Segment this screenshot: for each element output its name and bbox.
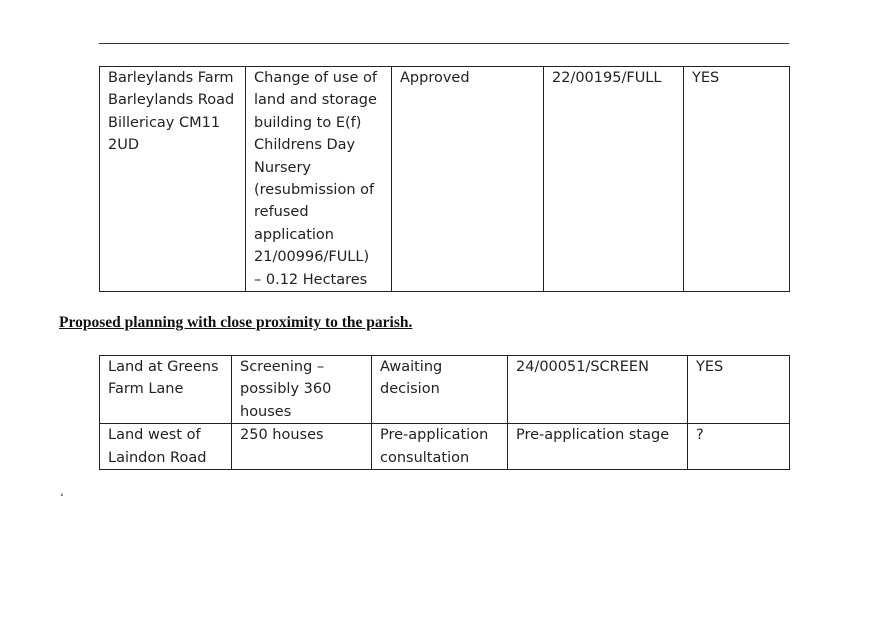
proposed-planning-table bbox=[99, 355, 790, 470]
flag-cell: YES bbox=[684, 67, 790, 292]
table-row bbox=[100, 67, 790, 292]
proposal-cell: Change of use of land and storage building to E(f) Childrens Day Nursery (resubmission of refused application 21/00996/FULL) – 0.12 Hectares bbox=[246, 67, 392, 292]
stray-quote-mark: ‘ bbox=[60, 490, 64, 504]
reference-cell: 24/00051/SCREEN bbox=[508, 356, 688, 424]
header-rule bbox=[99, 43, 789, 44]
section-heading: Proposed planning with close proximity to the parish. bbox=[59, 314, 413, 331]
proposal-cell: 250 houses bbox=[232, 424, 372, 470]
reference-cell: Pre-application stage bbox=[508, 424, 688, 470]
site-cell: Land at Greens Farm Lane bbox=[100, 356, 232, 424]
site-address-cell: Barleylands Farm Barleylands Road Billericay CM11 2UD bbox=[100, 67, 246, 292]
status-cell: Pre-application consultation bbox=[372, 424, 508, 470]
proposal-cell: Screening – possibly 360 houses bbox=[232, 356, 372, 424]
approved-applications-table bbox=[99, 66, 790, 292]
table-row bbox=[100, 424, 790, 470]
table-row bbox=[100, 356, 790, 424]
flag-cell: YES bbox=[688, 356, 790, 424]
flag-cell: ? bbox=[688, 424, 790, 470]
reference-cell: 22/00195/FULL bbox=[544, 67, 684, 292]
site-cell: Land west of Laindon Road bbox=[100, 424, 232, 470]
status-cell: Approved bbox=[392, 67, 544, 292]
status-cell: Awaiting decision bbox=[372, 356, 508, 424]
